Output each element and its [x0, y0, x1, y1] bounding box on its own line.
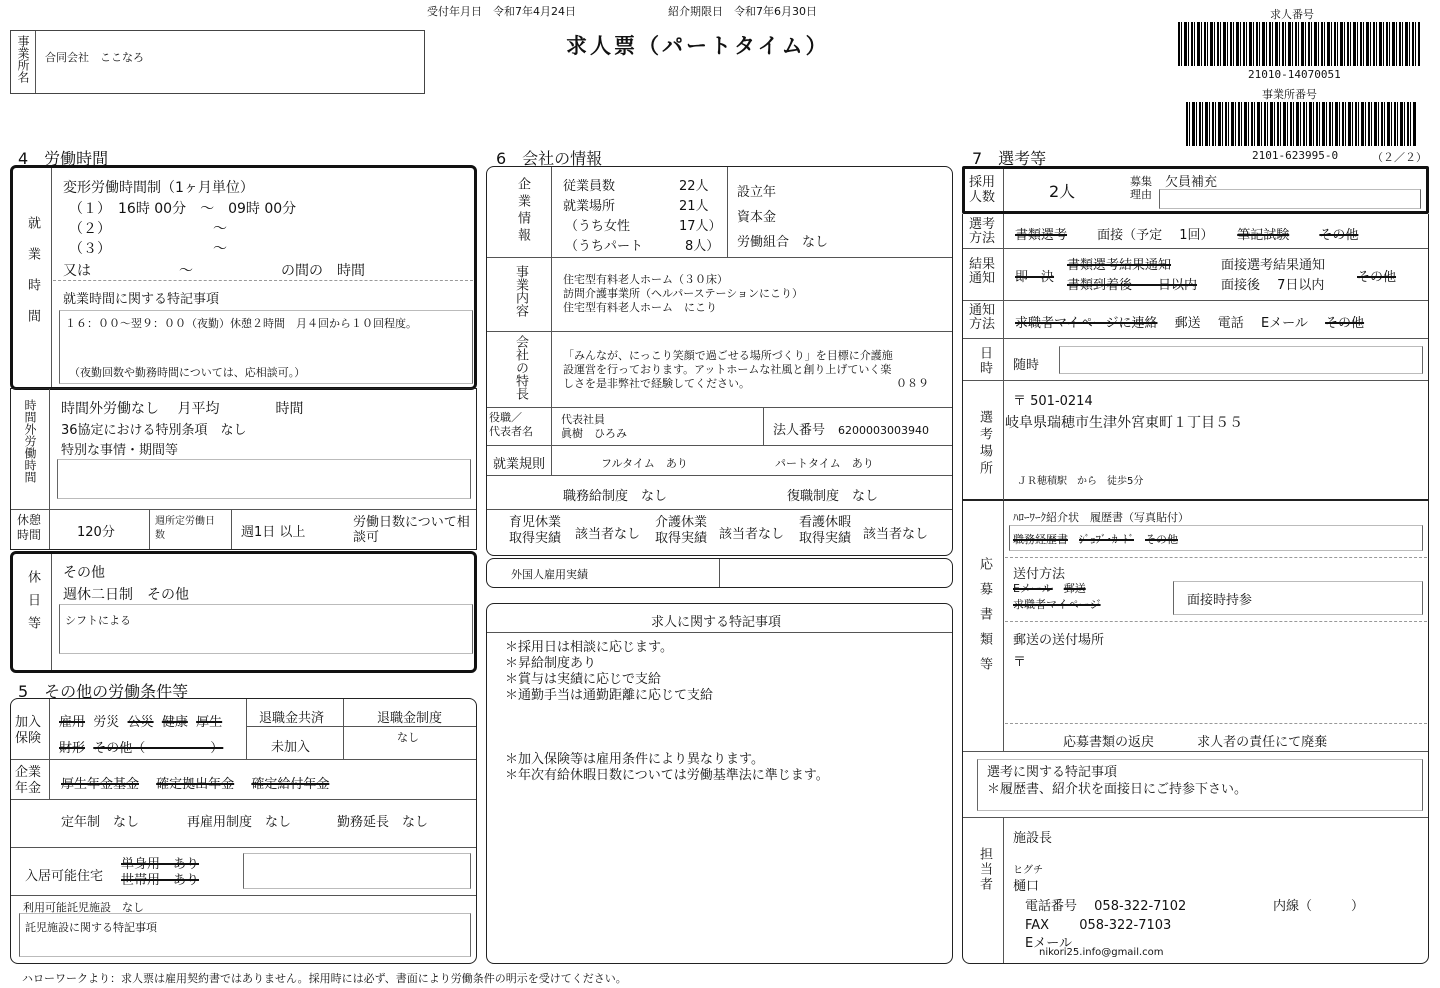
result-interview: 面接選考結果通知 面接後 7日以内	[1221, 258, 1326, 293]
retire-system-label: 退職金制度	[377, 711, 443, 726]
reinstatement: 復職制度 なし	[787, 489, 879, 504]
workplace-count-value: 21人	[679, 199, 709, 214]
notify-label: 通知方法	[969, 303, 996, 332]
note-2: ＊昇給制度あり	[505, 656, 597, 671]
page-title: 求人票（パートタイム）	[566, 34, 830, 58]
employees-value: 22人	[679, 179, 709, 194]
return-docs: 応募書類の返戻 求人者の責任にて廃棄	[1063, 735, 1328, 750]
contact-email: nikori25.info@gmail.com	[1039, 947, 1164, 958]
housing-options: 単身用 あり 世帯用 あり	[121, 857, 200, 888]
rehire-system: 再雇用制度 なし	[187, 815, 292, 830]
founded-label: 設立年	[737, 185, 777, 200]
insurance-row-2: 財形 その他（ ）	[59, 741, 224, 756]
capital-label: 資本金	[737, 210, 777, 225]
part-count-value: 8人）	[685, 239, 720, 254]
rules-part-time: パートタイム あり	[775, 457, 874, 470]
contact-tel: 電話番号 058-322-7102	[1025, 899, 1187, 914]
work-system: 変形労働時間制（1ヶ月単位）	[63, 180, 254, 196]
shift-2: （２）	[69, 221, 111, 237]
result-doc: 書類選考結果通知 書類到着後 日以内	[1067, 258, 1198, 293]
company-info-box	[486, 166, 953, 556]
hire-count-value: 2人	[1049, 182, 1076, 201]
shift-1: （１） 16時 00分 〜 09時 00分	[69, 201, 297, 217]
office-name-label: 事業所名	[16, 35, 30, 83]
note-1: ＊採用日は相談に応じます。	[505, 640, 673, 655]
contact-label: 担当者	[977, 847, 992, 892]
feature-label: 会社の特長	[513, 335, 528, 400]
section-6-title: 6 会社の情報	[496, 149, 603, 168]
send-method-value: 面接時持参	[1187, 593, 1253, 608]
housing-label: 入居可能住宅	[25, 869, 104, 884]
female-count: （うち女性	[565, 219, 631, 234]
foreign-label: 外国人雇用実績	[511, 568, 588, 581]
work-extension: 勤務延長 なし	[337, 815, 429, 830]
hours-special-text2: （夜勤回数や勤務時間については、応相談可。）	[69, 366, 306, 379]
rules-full-time: フルタイム あり	[601, 457, 688, 470]
select-note: ＊履歴書、紹介状を面接日にご持参下さい。	[987, 782, 1248, 797]
female-count-value: 17人）	[679, 219, 722, 234]
retire-mutual-value: 未加入	[271, 740, 311, 755]
office-name: 合同会社 ここなろ	[45, 51, 144, 64]
agreement-36: 36協定における特別条項 なし	[61, 423, 247, 438]
care-leave-value: 該当者なし	[719, 527, 785, 542]
docs-optional: 職務経歴書 ｼﾞｮﾌﾞ･ｶｰﾄﾞ その他	[1013, 533, 1178, 546]
contact-title: 施設長	[1013, 831, 1053, 846]
result-immediate: 即 決	[1015, 270, 1055, 285]
or-hours: 又は	[63, 263, 91, 279]
business-content: 住宅型有料老人ホーム（３０床） 訪問介護事業所（ヘルパーステーションにこり） 住宅型有料老人ホーム にこり	[563, 273, 804, 314]
method-options: 書類選考 面接（予定 1回） 筆記試験 その他	[1015, 228, 1359, 243]
part-count: （うちパート	[565, 239, 644, 254]
hours-special-title: 就業時間に関する特記事項	[63, 292, 220, 307]
office-name-box	[10, 30, 425, 94]
business-label: 事業内容	[513, 265, 528, 317]
weekly-days-value: 週1日 以上	[241, 525, 306, 540]
reason-value: 欠員補充	[1165, 175, 1218, 190]
corp-number: 法人番号 6200003003940	[773, 423, 930, 438]
job-number-label: 求人番号	[1270, 8, 1314, 21]
feature-text: 「みんなが、にっこり笑顔で過ごせる場所づくり」を目標に介護施 設運営を行っております。アットホームな社風と創り上げていく楽 しさを是非弊社で経験してください。 ０８９	[563, 349, 929, 390]
note-4: ＊通勤手当は通勤距離に応じて支給	[505, 688, 714, 703]
break-label: 休憩時間	[17, 513, 42, 542]
note-5: ＊加入保険等は雇用条件により異なります。	[505, 752, 764, 767]
section-5-title: 5 その他の労働条件等	[18, 682, 189, 701]
method-label: 選考方法	[969, 217, 996, 246]
employees: 従業員数	[563, 179, 616, 194]
note-6: ＊年次有給休暇日数については労働基準法に準じます。	[505, 768, 829, 783]
hours-special-text1: １６：００〜翌９：００（夜勤）休憩２時間 月４回から１０回程度。	[65, 317, 417, 330]
received-date-label: 受付年月日 令和7年4月24日	[427, 5, 576, 18]
hire-count-box	[962, 166, 1429, 214]
docs-label: 応募書類等	[977, 557, 992, 682]
contact-email-label: Eメール	[1025, 936, 1072, 951]
work-hours-label: 就業時間	[25, 216, 40, 340]
shift-3-tilde: 〜	[213, 241, 227, 257]
contact-fax: FAX 058-322-7103	[1025, 918, 1172, 933]
housing-note-box	[243, 853, 471, 889]
job-barcode	[1178, 22, 1420, 66]
rep-label: 役職／ 代表者名	[489, 411, 533, 438]
send-method-struck: Eメール 郵送 求職者マイページ	[1013, 582, 1101, 611]
job-notes-title: 求人に関する特記事項	[651, 615, 782, 630]
corp-info-label: 企業情報	[515, 177, 530, 245]
weekly-days-label: 週所定労働日数	[155, 516, 215, 541]
retire-system-value: なし	[397, 731, 419, 744]
holiday-box	[10, 551, 477, 673]
contact-kana: ヒグチ	[1013, 865, 1043, 876]
holiday-label: 休日等	[25, 570, 40, 639]
workplace-count: 就業場所	[563, 199, 616, 214]
selection-box	[962, 214, 1429, 500]
holiday-note: シフトによる	[65, 614, 131, 627]
retirement-age: 定年制 なし	[61, 815, 140, 830]
holiday-system: 週休二日制 その他	[63, 587, 189, 603]
overtime-value: 時間外労働なし 月平均 時間	[61, 401, 304, 417]
job-notes-box	[486, 603, 953, 964]
work-hours-box	[10, 165, 477, 390]
pension-label: 企業年金	[15, 765, 42, 796]
postal-code: 〒 501-0214	[1013, 394, 1093, 409]
hire-count-label: 採用人数	[969, 175, 996, 205]
break-value: 120分	[77, 525, 115, 540]
childcare: 利用可能託児施設 なし	[23, 901, 144, 914]
date-value: 随時	[1013, 358, 1040, 373]
contact-name: 樋口	[1013, 879, 1040, 894]
days-note: 労働日数について相談可	[353, 515, 470, 545]
section-7-title: 7 選考等	[972, 149, 1047, 168]
result-label: 結果通知	[969, 257, 996, 286]
shift-3: （３）	[69, 241, 111, 257]
duty-pay: 職務給制度 なし	[563, 489, 668, 504]
insurance-row-1: 雇用 労災 公災 健康 厚生	[59, 715, 223, 730]
union: 労働組合 なし	[737, 235, 829, 250]
overtime-note-box	[57, 459, 471, 499]
select-note-title: 選考に関する特記事項	[987, 765, 1118, 780]
retire-mutual-label: 退職金共済	[259, 711, 325, 726]
docs-bracket	[1009, 525, 1423, 551]
representative: 代表社員 眞樹 ひろみ	[561, 413, 627, 440]
mail-postal: 〒	[1013, 655, 1027, 670]
between-hours: の間の 時間	[281, 263, 365, 279]
pension-options: 厚生年金基金 確定拠出年金 確定給付年金	[61, 777, 330, 792]
notify-options: 求職者マイページに連絡 郵送 電話 Eメール その他	[1015, 316, 1365, 331]
rules-label: 就業規則	[493, 457, 546, 472]
reason-label: 募集理由	[1130, 175, 1152, 201]
childcare-note: 託児施設に関する特記事項	[25, 921, 157, 934]
date-bracket	[1059, 346, 1423, 374]
conditions-box	[10, 698, 477, 964]
office-number: 2101-623995-0	[1252, 149, 1339, 162]
reason-bracket	[1159, 189, 1421, 209]
job-number: 21010-14070051	[1248, 68, 1341, 81]
insurance-label: 加入保険	[15, 715, 42, 746]
footer-note: ハローワークより：求人票は雇用契約書ではありません。採用時には必ず、書面により労働条件の明示を受けてください。	[22, 972, 627, 985]
address: 岐阜県瑞穂市生津外宮東町１丁目５５	[1005, 415, 1243, 431]
mail-place-label: 郵送の送付場所	[1013, 633, 1105, 648]
shift-2-tilde: 〜	[213, 221, 227, 237]
office-barcode	[1186, 102, 1416, 146]
section-4-title: 4 労働時間	[18, 149, 109, 168]
access: ＪＲ穂積駅 から 徒歩5分	[1017, 476, 1144, 487]
page-number: （２／２）	[1372, 151, 1427, 164]
nursing-leave-label: 看護休暇取得実績	[799, 515, 852, 546]
contact-ext: 内線（ ）	[1273, 899, 1365, 914]
care-leave-label: 介護休業取得実績	[655, 515, 708, 546]
holiday-type: その他	[63, 565, 105, 581]
nursing-leave-value: 該当者なし	[863, 527, 929, 542]
note-3: ＊賞与は実績に応じで支給	[505, 672, 662, 687]
foreign-employment-box	[486, 558, 953, 588]
or-hours-tilde: 〜	[179, 263, 193, 279]
application-box	[962, 500, 1429, 964]
overtime-label: 時間外労働時間	[23, 399, 37, 483]
special-circumstances: 特別な事情・期間等	[61, 443, 179, 458]
childcare-leave-label: 育児休業取得実績	[509, 515, 562, 546]
result-other: その他	[1357, 270, 1397, 285]
overtime-box	[10, 388, 477, 550]
docs-required: ﾊﾛｰﾜｰｸ紹介状 履歴書（写真貼付）	[1013, 511, 1189, 524]
place-label: 選考場所	[977, 410, 992, 478]
childcare-leave-value: 該当者なし	[575, 527, 641, 542]
date-label: 日時	[977, 346, 992, 376]
deadline-date-label: 紹介期限日 令和7年6月30日	[668, 5, 817, 18]
send-method-label: 送付方法	[1013, 567, 1066, 582]
office-number-label: 事業所番号	[1262, 88, 1317, 101]
